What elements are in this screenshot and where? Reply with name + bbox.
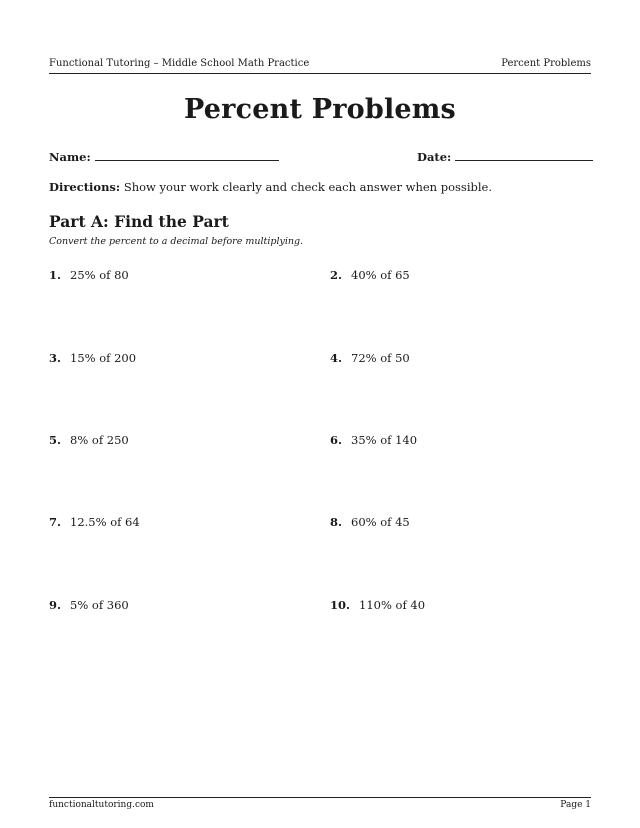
problem-text: 60% of 45 [351,515,410,529]
problem-number: 7. [49,515,62,529]
problem-number: 2. [330,268,343,282]
date-blank-line[interactable] [455,148,593,161]
problem-number: 8. [330,515,343,529]
problem-number: 5. [49,433,62,447]
date-field [417,148,593,164]
problem-item [49,598,129,612]
header-left-text: Functional Tutoring – Middle School Math Practice [49,58,310,69]
problem-number: 10. [330,598,351,612]
name-blank-line[interactable] [95,148,279,161]
problem-item [49,351,136,365]
problem-item [330,268,410,282]
problem-item [330,515,410,529]
problem-item [49,433,129,447]
problem-text: 40% of 65 [351,268,410,282]
problem-text: 72% of 50 [351,351,410,365]
header-right-text: Percent Problems [501,58,591,69]
problem-item [330,598,425,612]
name-label: Name: [49,150,91,164]
problem-number: 1. [49,268,62,282]
problem-text: 25% of 80 [70,268,129,282]
page-header [49,58,591,74]
problem-text: 5% of 360 [70,598,129,612]
problem-number: 4. [330,351,343,365]
directions [49,180,492,194]
name-field [49,148,279,164]
problem-number: 9. [49,598,62,612]
directions-text: Show your work clearly and check each answer when possible. [123,180,493,194]
problem-text: 12.5% of 64 [70,515,140,529]
problem-number: 6. [330,433,343,447]
part-a-subheading: Convert the percent to a decimal before multiplying. [49,236,304,247]
problem-item [330,351,410,365]
problem-text: 35% of 140 [351,433,418,447]
problem-item [330,433,417,447]
problem-item [49,268,129,282]
problem-text: 110% of 40 [359,598,426,612]
footer-page-number: Page 1 [560,800,591,810]
problem-text: 8% of 250 [70,433,129,447]
date-label: Date: [417,150,452,164]
problem-text: 15% of 200 [70,351,137,365]
part-a-heading: Part A: Find the Part [49,212,229,231]
footer-website[interactable]: functionaltutoring.com [49,800,154,810]
problem-item [49,515,140,529]
problem-number: 3. [49,351,62,365]
directions-label: Directions: [49,180,121,194]
page-title: Percent Problems [184,94,456,125]
page-footer [49,797,591,810]
